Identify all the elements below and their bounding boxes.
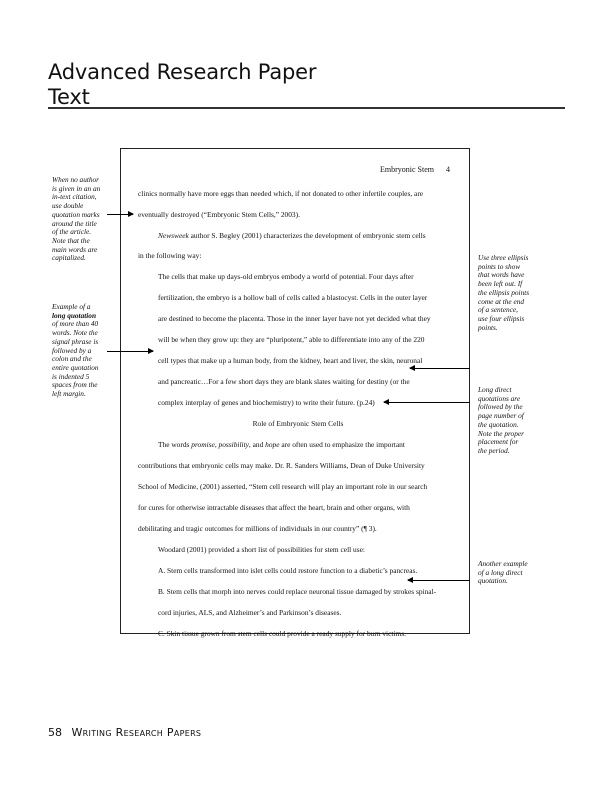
- quotation-line: will be when they grow up: they are “pluripotent,” able to differentiate into any of the 220: [158, 335, 425, 344]
- paragraph-line: School of Medicine, (2001) asserted, “Stem cell research will play an important role in our search: [138, 482, 428, 491]
- paragraph-line: Woodard (2001) provided a short list of possibilities for stem cell use:: [158, 545, 365, 554]
- annotation-no-author: When no author is given in an an in-text citation, use double quotation marks around the title of the article. Note that the main words are capitalized.: [52, 175, 101, 263]
- quotation-line: The cells that make up days-old embryos embody a world of potential. Four days after: [158, 272, 414, 281]
- paragraph-line: for cures for otherwise intractable diseases that affect the heart, brain and other organs, with: [138, 503, 410, 512]
- arrow-left-icon: [410, 368, 470, 369]
- quotation-line: cell types that make up a human body, from the kidney, heart and liver, the skin, neuronal: [158, 356, 423, 365]
- arrow-right-icon: [107, 214, 133, 215]
- paragraph-line: Newsweek author S. Begley (2001) characterizes the development of embryonic stem cells: [158, 231, 426, 240]
- quotation-line: and pancreatic…For a few short days they are blank slates waiting for destiny (or the: [158, 377, 410, 386]
- title-divider: [48, 107, 565, 109]
- list-item: C. Skin tissue grown from stem cells could provide a ready supply for burn victims.: [158, 629, 406, 638]
- page-title-line-1: Advanced Research Paper: [48, 60, 317, 84]
- page-footer: [48, 726, 201, 739]
- paragraph-line: contributions that embryonic cells may make. Dr. R. Sanders Williams, Dean of Duke University: [138, 461, 425, 470]
- page-title: [48, 60, 316, 110]
- list-item: B. Stem cells that morph into nerves could replace neuronal tissue damaged by strokes spinal-: [158, 587, 437, 596]
- paragraph-line: eventually destroyed (“Embryonic Stem Cells,” 2003).: [138, 210, 300, 219]
- list-item: cord injuries, ALS, and Alzheimer’s and Parkinson’s diseases.: [158, 608, 342, 617]
- annotation-page-number: Long direct quotations are followed by the page number of the quotation. Note the proper placement for the period.: [478, 385, 524, 455]
- arrow-left-icon: [408, 580, 470, 581]
- sample-paper-page: [120, 148, 470, 634]
- arrow-left-icon: [384, 402, 470, 403]
- running-head: Embryonic Stem 4: [380, 165, 450, 174]
- quotation-line: are destined to become the placenta. Those in the inner layer have not yet decided what they: [158, 314, 431, 323]
- annotation-long-quotation: Example of a long quotation of more than 40 words. Note the signal phrase is followed by a colon and the entire quotation is indented 5 spaces from the left margin.: [52, 302, 99, 399]
- quotation-line: fertilization, the embryo is a hollow ball of cells called a blastocyst. Cells in the outer layer: [158, 293, 428, 302]
- quotation-line: complex interplay of genes and biochemistry) to write their future. (p.24): [158, 398, 375, 407]
- annotation-another-example: Another example of a long direct quotation.: [478, 559, 528, 586]
- annotation-ellipsis: Use three ellipsis points to show that words have been left out. If the ellipsis points come at the end of a sentence, use four ellipsis points.: [478, 253, 530, 332]
- paragraph-line: The words promise, possibility, and hope are often used to emphasize the important: [158, 440, 405, 449]
- paragraph-line: clinics normally have more eggs than needed which, if not donated to other infertile couples, are: [138, 189, 424, 198]
- paragraph-line: debilitating and tragic outcomes for millions of individuals in our country” (¶ 3).: [138, 524, 377, 533]
- list-item: A. Stem cells transformed into islet cells could restore function to a diabetic’s pancreas.: [158, 566, 418, 575]
- arrow-right-icon: [107, 351, 153, 352]
- book-title: Writing Research Papers: [71, 726, 202, 739]
- section-heading: Role of Embryonic Stem Cells: [252, 419, 344, 428]
- page-title-line-2: Text: [48, 85, 90, 109]
- paragraph-line: in the following way:: [138, 251, 202, 260]
- page-number: 58: [48, 726, 62, 739]
